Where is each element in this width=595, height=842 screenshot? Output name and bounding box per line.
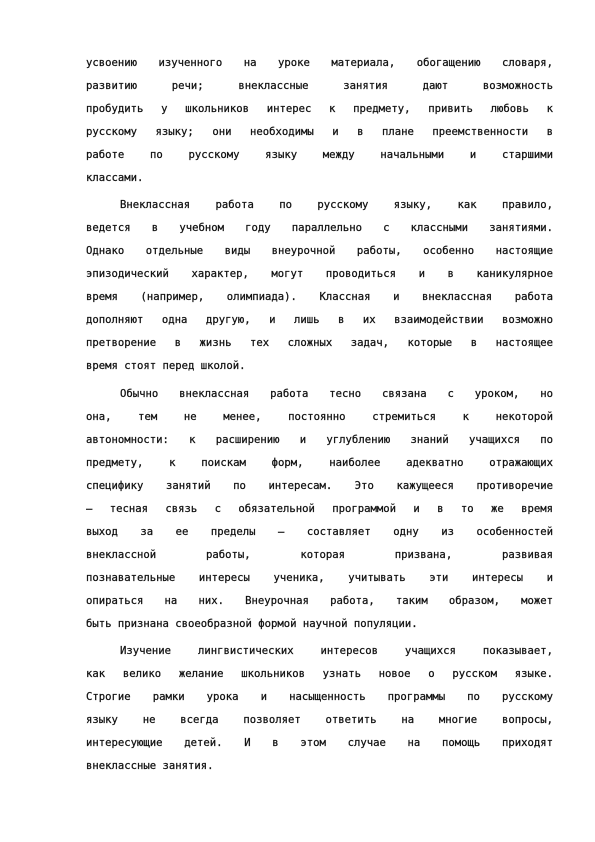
text-line: русскому языку; они необходимы и в плане преемственности в <box>86 126 553 138</box>
text-line: дополняют одна другую, и лишь в их взаимодействии возможно <box>86 314 553 326</box>
text-line: быть признана своеобразной формой научной популяции. <box>86 618 418 630</box>
text-line: она, тем не менее, постоянно стремиться к некоторой <box>86 411 553 423</box>
text-line: классами. <box>86 172 144 184</box>
text-line: Обычно внеклассная работа тесно связана с уроком, но <box>120 388 553 400</box>
text-line: познавательные интересы ученика, учитывать эти интересы и <box>86 572 553 584</box>
text-line: развитию речи; внеклассные занятия дают возможность <box>86 80 553 92</box>
text-line: интересующие детей. И в этом случае на помощь приходят <box>86 737 553 749</box>
text-line: эпизодический характер, могут проводиться и в каникулярное <box>86 268 553 280</box>
text-line: претворение в жизнь тех сложных задач, которые в настоящее <box>86 337 553 349</box>
text-line: языку не всегда позволяет ответить на многие вопросы, <box>86 714 553 726</box>
text-line: внеклассные занятия. <box>86 760 214 772</box>
text-line: автономности: к расширению и углублению знаний учащихся по <box>86 434 553 446</box>
text-line: Изучение лингвистических интересов учащихся показывает, <box>120 645 553 657</box>
text-line: специфику занятий по интересам. Это кажущееся противоречие <box>86 480 553 492</box>
text-line: предмету, к поискам форм, наиболее адекватно отражающих <box>86 457 553 469</box>
text-line: выход за ее пределы – составляет одну из особенностей <box>86 526 553 538</box>
text-line: пробудить у школьников интерес к предмету, привить любовь к <box>86 103 553 115</box>
text-line: ведется в учебном году параллельно с классными занятиями. <box>86 222 553 234</box>
text-line: внеклассной работы, которая призвана, развивая <box>86 549 553 561</box>
text-line: время стоят перед школой. <box>86 360 246 372</box>
text-line: – тесная связь с обязательной программой и в то же время <box>86 503 553 515</box>
text-line: Строгие рамки урока и насыщенность программы по русскому <box>86 691 553 703</box>
text-line: работе по русскому языку между начальными и старшими <box>86 149 553 161</box>
text-line: как велико желание школьников узнать новое о русском языке. <box>86 668 553 680</box>
text-line: Однако отдельные виды внеурочной работы, особенно настоящие <box>86 245 553 257</box>
text-line: опираться на них. Внеурочная работа, таким образом, может <box>86 595 553 607</box>
text-line: Внеклассная работа по русскому языку, как правило, <box>120 199 553 211</box>
text-line: усвоению изученного на уроке материала, обогащению словаря, <box>86 57 553 69</box>
text-line: время (например, олимпиада). Классная и внеклассная работа <box>86 291 553 303</box>
